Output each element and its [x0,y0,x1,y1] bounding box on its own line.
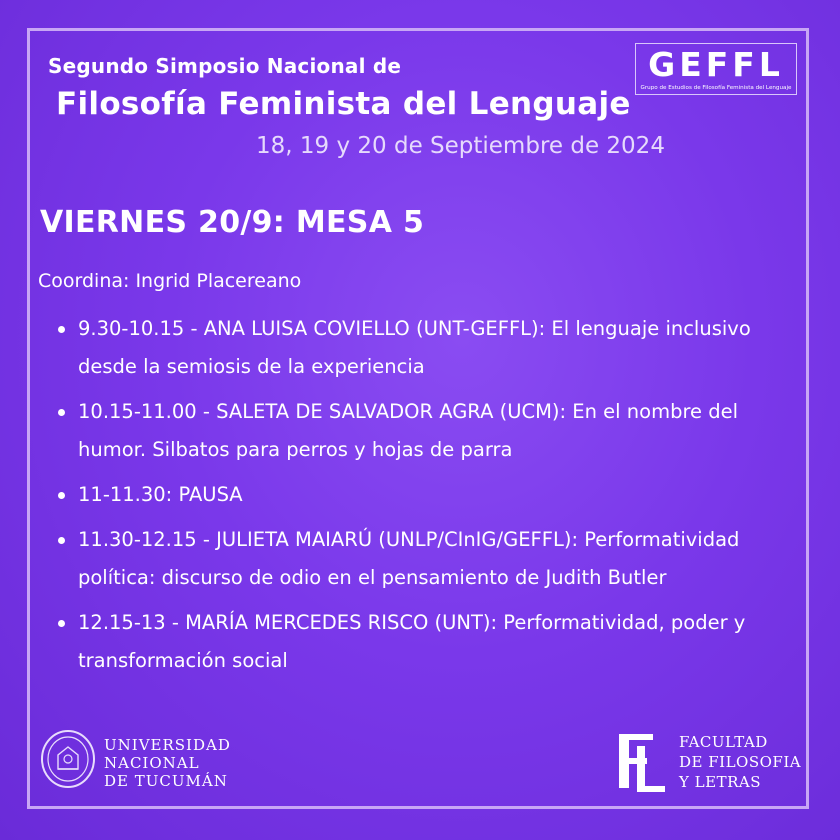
ffyl-name-line2: DE FILOSOFIA [679,753,802,771]
talk-item: 11-11.30: PAUSA [52,476,812,514]
event-dates: 18, 19 y 20 de Septiembre de 2024 [256,133,665,159]
event-title: Filosofía Feminista del Lenguaje [56,86,631,122]
talk-item: 9.30-10.15 - ANA LUISA COVIELLO (UNT-GEFFL): El lenguaje inclusivo desde la semiosis de la experiencia [52,310,812,386]
unt-logo [40,727,290,797]
geffl-caption: Grupo de Estudios de Filosofía Feminista del Lenguaje [640,85,792,91]
unt-seal-icon [40,729,96,789]
event-subtitle: Segundo Simposio Nacional de [48,54,402,78]
geffl-acronym: GEFFL [648,45,784,84]
unt-name-line1: UNIVERSIDAD [104,736,231,754]
geffl-logo [635,43,797,95]
ffyl-name-line3: Y LETRAS [679,773,761,791]
unt-name-line3: DE TUCUMÁN [104,772,228,790]
talk-list [52,310,812,687]
ffyl-monogram-icon [613,728,669,798]
talk-item: 12.15-13 - MARÍA MERCEDES RISCO (UNT): Performatividad, poder y transformación social [52,604,812,680]
ffyl-logo [613,728,813,800]
talk-item: 10.15-11.00 - SALETA DE SALVADOR AGRA (UCM): En el nombre del humor. Silbatos para perros y hojas de parra [52,393,812,469]
unt-name-line2: NACIONAL [104,754,200,772]
ffyl-name-line1: FACULTAD [679,733,768,751]
session-heading: VIERNES 20/9: MESA 5 [40,205,425,240]
session-coordinator: Coordina: Ingrid Placereano [38,270,302,292]
talk-item: 11.30-12.15 - JULIETA MAIARÚ (UNLP/CInIG/GEFFL): Performatividad política: discurso de odio en el pensamiento de Judith Butler [52,521,812,597]
